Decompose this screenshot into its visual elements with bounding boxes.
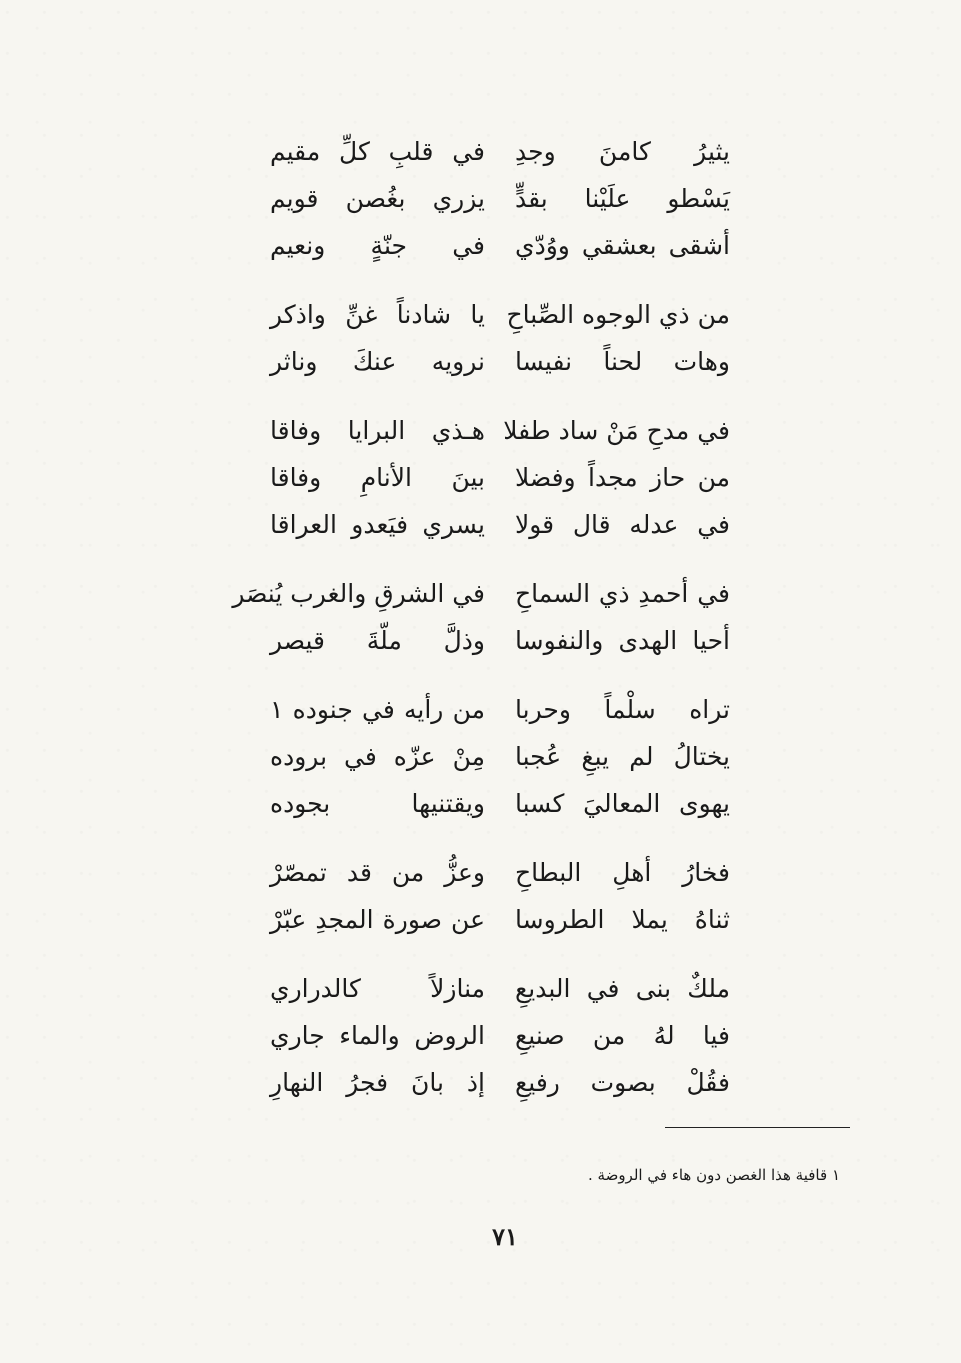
page-number: ٧١ (492, 1222, 518, 1251)
first-hemistich: من ذي الوجوه الصِّباحِ (506, 300, 730, 329)
poem (232, 128, 730, 1128)
verse (270, 338, 730, 385)
second-hemistich: نرويه عنكَ وناثر (270, 347, 485, 376)
verse (270, 780, 730, 827)
stanza (270, 965, 730, 1106)
first-hemistich: يهوى المعاليَ كسبا (515, 789, 730, 818)
verse (270, 617, 730, 664)
first-hemistich: أحيا الهدى والنفوسا (515, 626, 730, 655)
stanza (232, 570, 730, 664)
first-hemistich: تراه سلْماً وحربا (515, 695, 730, 724)
second-hemistich: بينَ الأنامِ وفاقا (270, 463, 485, 492)
stanza (270, 407, 730, 548)
second-hemistich: وذلَّ ملّةَ قيصر (270, 626, 485, 655)
second-hemistich: في قلبِ كلِّ مقيم (270, 137, 485, 166)
stanza (270, 686, 730, 827)
first-hemistich: أشقى بعشقي ووُدّي (515, 231, 730, 260)
verse (270, 128, 730, 175)
stanza (270, 128, 730, 269)
verse (270, 454, 730, 501)
second-hemistich: عن صورة المجدِ عبّرْ (270, 905, 485, 934)
first-hemistich: يثيرُ كامنَ وجدِ (515, 137, 730, 166)
first-hemistich: من حاز مجداً وفضلا (515, 463, 730, 492)
second-hemistich: مِنْ عزّه في بروده (270, 742, 485, 771)
second-hemistich: يزري بغُصن قويم (270, 184, 485, 213)
second-hemistich: في جنّةٍ ونعيم (270, 231, 485, 260)
footnote-rule (665, 1127, 850, 1128)
first-hemistich: في عدله قال قولا (515, 510, 730, 539)
verse (270, 175, 730, 222)
verse (270, 222, 730, 269)
second-hemistich: منازلاً كالدراري (270, 974, 485, 1003)
first-hemistich: يَسْطو علَيْنا بقدٍّ (515, 184, 730, 213)
first-hemistich: فخارُ أهلِ البطاحِ (515, 858, 730, 887)
first-hemistich: وهات لحناً نفيسا (515, 347, 730, 376)
first-hemistich: ملكٌ بنى في البديعِ (515, 974, 730, 1003)
verse (270, 501, 730, 548)
first-hemistich: فيا لهُ من صنيعِ (515, 1021, 730, 1050)
second-hemistich: الروض والماء جاري (270, 1021, 485, 1050)
second-hemistich: ويقتنيها بجوده (270, 789, 485, 818)
verse (270, 849, 730, 896)
first-hemistich: فقُلْ بصوت رفيعِ (515, 1068, 730, 1097)
second-hemistich: من رأيه في جنوده ١ (270, 695, 485, 724)
second-hemistich: في الشرقِ والغرب يُنصَر (232, 579, 485, 608)
first-hemistich: يختالُ لم يبغِ عُجبا (515, 742, 730, 771)
stanza (270, 291, 730, 385)
verse (270, 291, 730, 338)
first-hemistich: ثناهُ يملا الطروسا (515, 905, 730, 934)
second-hemistich: هـذي البرايا وفاقا (270, 416, 485, 445)
footnote: ١ قافية هذا الغصن دون هاء في الروضة . (588, 1166, 840, 1184)
verse (232, 570, 730, 617)
second-hemistich: إذ بانَ فجرُ النهارِ (270, 1068, 485, 1097)
first-hemistich: في مدحِ مَنْ ساد طفلا (503, 416, 730, 445)
verse (270, 733, 730, 780)
first-hemistich: في أحمدِ ذي السماحِ (515, 579, 730, 608)
verse (270, 407, 730, 454)
second-hemistich: وعزُّ من قد تمصّرْ (270, 858, 485, 887)
second-hemistich: يسري فيَعدو العراقا (270, 510, 485, 539)
stanza (270, 849, 730, 943)
verse (270, 1012, 730, 1059)
verse (270, 1059, 730, 1106)
verse (270, 965, 730, 1012)
second-hemistich: يا شادناً غنِّ واذكر (270, 300, 485, 329)
verse (270, 896, 730, 943)
verse (270, 686, 730, 733)
